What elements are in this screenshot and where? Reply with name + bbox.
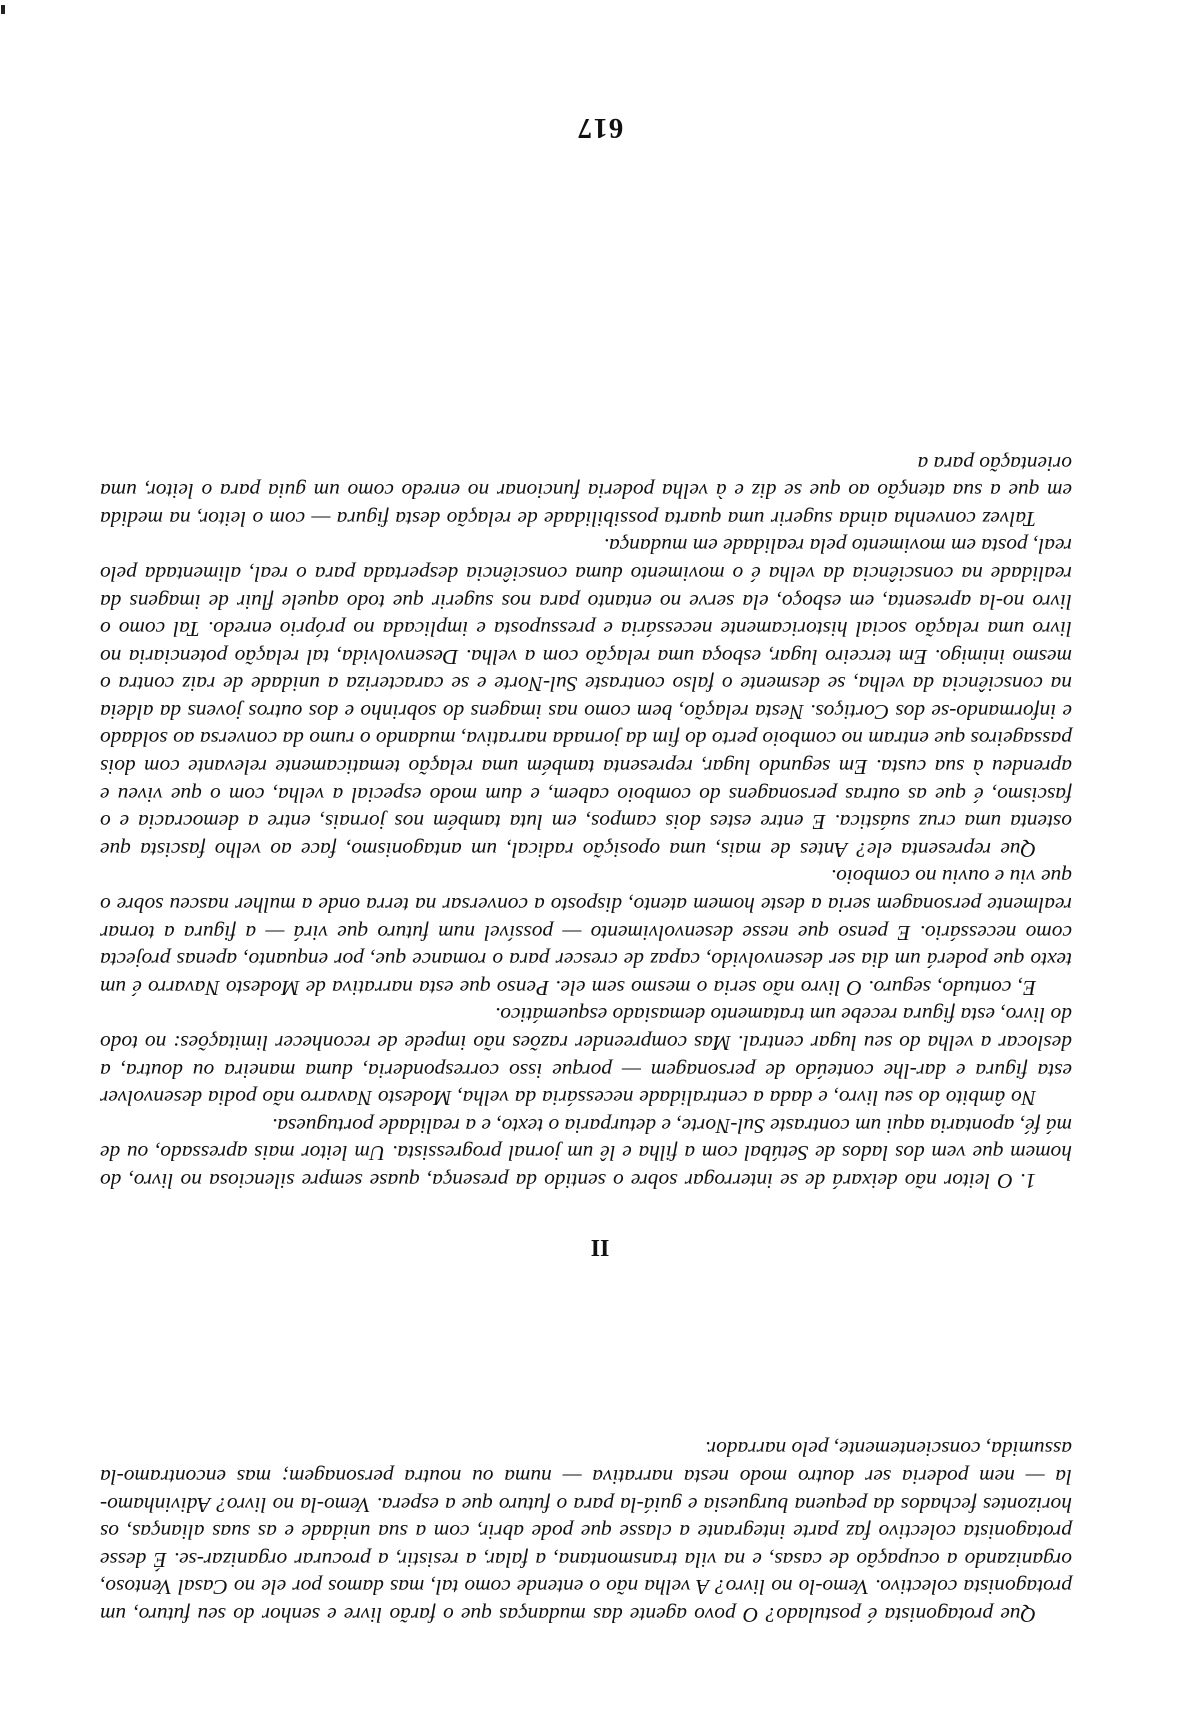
paragraph: Talvez convenha ainda sugerir uma quarta possibilidade de relação desta figura — com o leitor, na medida em que a sua atenção ao que se diz e à velha poderia funcionar no enredo como um guia para o leitor, uma orientação para a bbox=[100, 451, 1072, 531]
paragraph: No âmbito do seu livro, e dada a centralidade necessária da velha, Modesto Navarro não podia desenvolver esta figura e dar-lhe conteúdo de personagem — porque isso corresponderia, duma maneira ou doutra, a deslocar a velha do seu lugar central. Mas compreender razões não impede de reconhecer limitações: no todo do livro, esta figura recebe um tratamento demasiado esquemático. bbox=[100, 1003, 1072, 1111]
paragraph: E, contudo, seguro. O livro não seria o mesmo sem ele. Penso que esta narrativa de Modesto Navarro é um texto que poderá um dia ser desenvolvido, capaz de crescer para o romance que, por enquanto, apenas projecta como necessário. E penso que nesse desenvolvimento — possível num futuro que virá — a figura a tornar realmente personagem seria a deste homem atento, disposto a conversar na terra onde a mulher nasceu sobre o que viu e ouviu no comboio. bbox=[100, 865, 1072, 1000]
main-text-block bbox=[100, 449, 1072, 1194]
section-heading: II bbox=[590, 1234, 610, 1260]
paragraph: 1. O leitor não deixará de se interrogar sobre o sentido da presença, quase sempre silenciosa no livro, do homem que vem dos lados de Setúbal com a filha e lê um jornal progressista. Um leitor mais apressado, ou de má fé, apontaria aqui um contraste Sul-Norte, e deturparia o texto, e a realidade portuguesa. bbox=[100, 1113, 1072, 1193]
paragraph: Que representa ele? Antes de mais, uma oposição radical, um antagonismo, face ao velho fascista que ostenta uma cruz suástica. E entre estes dois campos, em luta também nos jornais, entre a democracia e o fascismo, é que as outras personagens do comboio cabem, e dum modo especial a velha, com o que viveu e aprendeu à sua custa. Em segundo lugar, representa também uma relação tematicamente relevante com dois passageiros que entram no comboio perto do fim da jornada narrativa, mudando o rumo da conversa ao soldado e informando-se dos Cortiços. Nesta relação, bem como nas imagens do sobrinho e dos outros jovens da aldeia na consciência da velha, se desmente o falso contraste Sul-Norte e se caracteriza a unidade de raiz contra o mesmo inimigo. Em terceiro lugar, esboça uma relação com a velha. Desenvolvida, tal relação potenciaria no livro uma relação social historicamente necessária e pressuposta e implicada no próprio enredo. Tal como o livro no-la apresenta, em esboço, ela serve no entanto para nos sugerir que todo aquele fluir de imagens da realidade na consciência da velha é o movimento duma consciência despertada para o real, alimentada pelo real, posta em movimento pela realidade em mudança. bbox=[100, 534, 1072, 862]
scan-corner-mark bbox=[1, 5, 5, 14]
top-text-block bbox=[100, 1435, 1072, 1628]
page-number: 617 bbox=[576, 112, 624, 144]
opening-paragraph: Que protagonista é postulado? O povo agente das mudanças que o farão livre e senhor do seu futuro, um protagonista colectivo. Vemo-lo no livro? A velha não o entende como tal, mas damos por ele no Casal Ventoso, organizando a ocupação de casas, e na vila transmontana, a falar, a resistir, a procurar organizar-se. É desse protagonista colectivo faz parte integrante a classe que pode abrir, com a sua unidade e as suas alianças, os horizontes fechados da pequena burguesia e guiá-la para o futuro que a espera. Vemo-la no livro? Adivinhamo-la — nem poderia ser doutro modo nesta narrativa — numa ou noutra personagem; mas encontramo-la assumida, conscientemente, pelo narrador. bbox=[100, 1437, 1072, 1627]
